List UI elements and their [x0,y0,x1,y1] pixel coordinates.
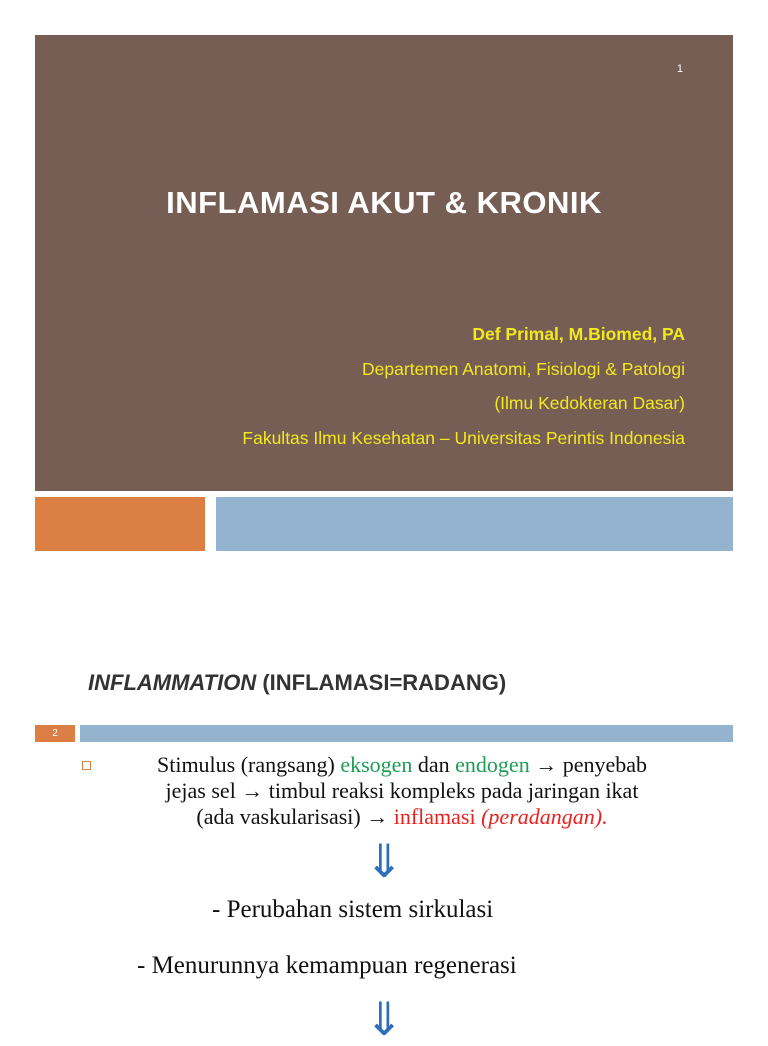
text-run: jejas sel → timbul reaksi kompleks pada jaringan ikat [165,778,639,803]
text-run: → penyebab [529,752,647,777]
down-double-arrow-icon: ⇓ [364,992,404,1046]
term-eksogen: eksogen [340,752,413,777]
bullet-text [102,752,702,830]
down-double-arrow-icon: ⇓ [364,834,404,888]
list-item: - Perubahan sistem sirkulasi [212,896,494,923]
author-name: Def Primal, M.Biomed, PA [472,324,685,344]
slide1-page-number: 1 [676,63,683,75]
term-inflamasi: inflamasi [393,804,476,829]
text-run: dan [412,752,456,777]
author-block [242,317,685,455]
slide1-blue-bar [216,497,733,551]
heading-rest: (INFLAMASI=RADANG) [256,670,507,695]
text-run: Stimulus (rangsang) [156,752,341,777]
affiliation-line: Fakultas Ilmu Kesehatan – Universitas Perintis Indonesia [242,427,685,448]
term-peradangan: (peradangan). [475,804,608,829]
affiliation-line: Departemen Anatomi, Fisiologi & Patologi [362,358,685,379]
list-item: - Menurunnya kemampuan regenerasi [137,952,517,979]
slide1-orange-bar [35,497,205,551]
affiliation-line: (Ilmu Kedokteran Dasar) [494,393,685,413]
square-bullet-icon [82,761,91,770]
term-endogen: endogen [455,752,530,777]
slide2-page-number: 2 [35,725,75,742]
bullet-paragraph [82,752,722,830]
slide2-blue-bar [80,725,733,742]
text-run: (ada vaskularisasi) → [196,804,394,829]
slide2-heading [88,670,506,696]
heading-italic: INFLAMMATION [88,670,257,695]
slide1-title-panel [35,35,733,491]
slide-title: INFLAMASI AKUT & KRONIK [166,185,602,220]
